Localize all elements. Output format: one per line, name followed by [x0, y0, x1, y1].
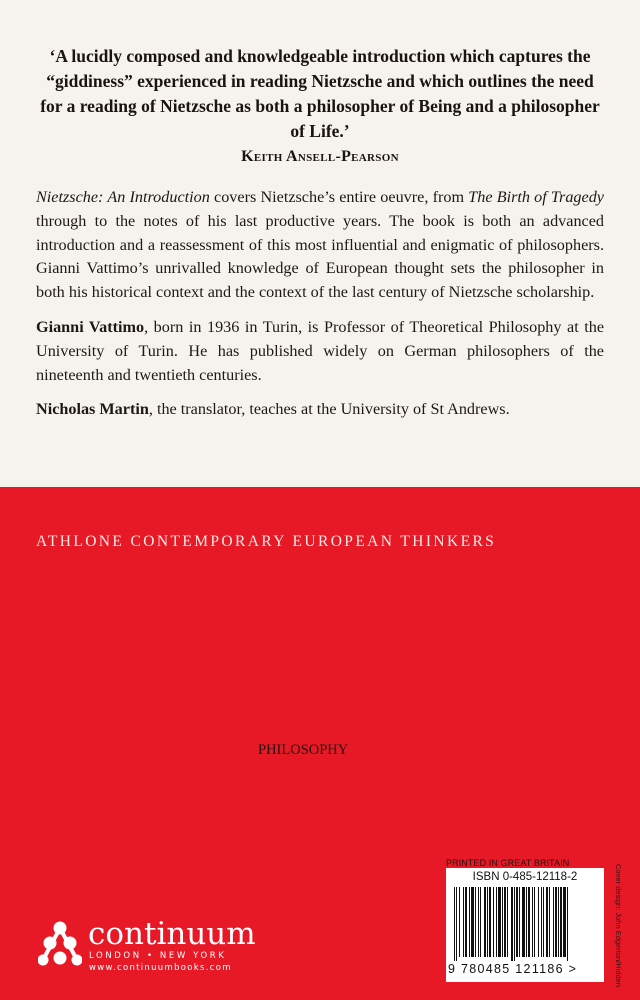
barcode-bar: [538, 887, 539, 957]
barcode-bar: [514, 887, 515, 961]
upper-cream-panel: [0, 0, 640, 487]
barcode-bar: [543, 887, 544, 957]
publisher-name: continuum: [88, 916, 256, 952]
barcode-bar: [522, 887, 525, 957]
barcode-bar: [546, 887, 548, 957]
barcode-bar: [484, 887, 486, 957]
description-text-2: through to the notes of his last productive years. The book is both an advanced introduction and a reassessment of this most influential and enigmatic of philosophers. Gianni Vattimo’s unrivalled knowledge of European thought sets the philosopher in both his historical context and the context of the last century of Nietzsche scholarship.: [36, 211, 604, 302]
barcode-icon: [452, 887, 598, 961]
barcode-bar: [480, 887, 481, 957]
barcode-bar: [487, 887, 488, 957]
author-bio-text: , born in 1936 in Turin, is Professor of Theoretical Philosophy at the University of Turin. He has published widely on German philosophers of the nineteenth and twentieth centuries.: [36, 317, 604, 384]
barcode-bar: [553, 887, 554, 957]
quote-attribution: Keith Ansell-Pearson: [241, 148, 399, 165]
quote-text: ‘A lucidly composed and knowledgeable introduction which captures the “giddiness” experienced in reading Nietzsche and which outlines the need for a reading of Nietzsche as both a philosopher of Being and a philosopher of Life.’: [40, 46, 600, 141]
author-bio: [36, 316, 604, 387]
barcode-bar: [526, 887, 527, 957]
barcode-bar: [478, 887, 479, 957]
description-book-title: The Birth of Tragedy: [468, 188, 604, 206]
barcode-bar: [504, 887, 506, 957]
barcode-bar: [534, 887, 535, 957]
translator-bio: [36, 398, 604, 422]
subject-category: PHILOSOPHY: [258, 742, 349, 758]
cover-design-credit: [608, 863, 628, 987]
review-quote: [36, 44, 604, 169]
cover-design-credit-text: Cover design: John Edgerton/Hidden: [613, 863, 623, 987]
barcode-bar: [496, 887, 497, 957]
barcode-bar: [511, 887, 513, 961]
barcode-bar: [532, 887, 533, 957]
barcode-bar: [519, 887, 520, 957]
series-title: ATHLONE CONTEMPORARY EUROPEAN THINKERS: [36, 533, 497, 550]
barcode-number: 9 780485 121186 >: [448, 962, 578, 976]
barcode-bar: [567, 887, 568, 961]
publisher-website: www.continuumbooks.com: [89, 963, 232, 973]
translator-bio-text: , the translator, teaches at the University of St Andrews.: [148, 400, 510, 419]
barcode-bar: [558, 887, 559, 957]
publisher-logo: [38, 918, 268, 978]
printed-in-label: PRINTED IN GREAT BRITAIN: [446, 858, 570, 868]
author-name: Gianni Vattimo: [36, 317, 145, 336]
barcode-bar: [489, 887, 491, 957]
barcode-bar: [541, 887, 542, 957]
barcode-bar: [493, 887, 494, 957]
barcode-bar: [465, 887, 467, 957]
barcode-bar: [456, 887, 457, 961]
book-description: [36, 186, 604, 305]
barcode-bar: [563, 887, 566, 957]
barcode-bar: [549, 887, 550, 957]
barcode-bar: [498, 887, 501, 957]
barcode-bar: [507, 887, 508, 957]
isbn-number: ISBN 0-485-12118-2: [472, 871, 578, 883]
barcode-bar: [454, 887, 455, 961]
publisher-cities: LONDON • NEW YORK: [89, 951, 227, 961]
translator-name: Nicholas Martin: [36, 400, 149, 419]
barcode-bar: [555, 887, 557, 957]
barcode-bar: [475, 887, 476, 957]
description-title: Nietzsche: An Introduction: [36, 188, 210, 206]
barcode-bar: [471, 887, 474, 957]
back-cover-text: [36, 186, 604, 433]
barcode-bar: [463, 887, 464, 957]
description-text-1: covers Nietzsche’s entire oeuvre, from: [209, 188, 469, 206]
barcode-panel: [446, 868, 604, 982]
barcode-bar: [502, 887, 503, 957]
barcode-bar: [528, 887, 530, 957]
barcode-bar: [560, 887, 562, 957]
barcode-bar: [459, 887, 460, 957]
barcode-bar: [469, 887, 470, 957]
barcode-bar: [516, 887, 518, 957]
continuum-logo-icon: [38, 920, 82, 970]
